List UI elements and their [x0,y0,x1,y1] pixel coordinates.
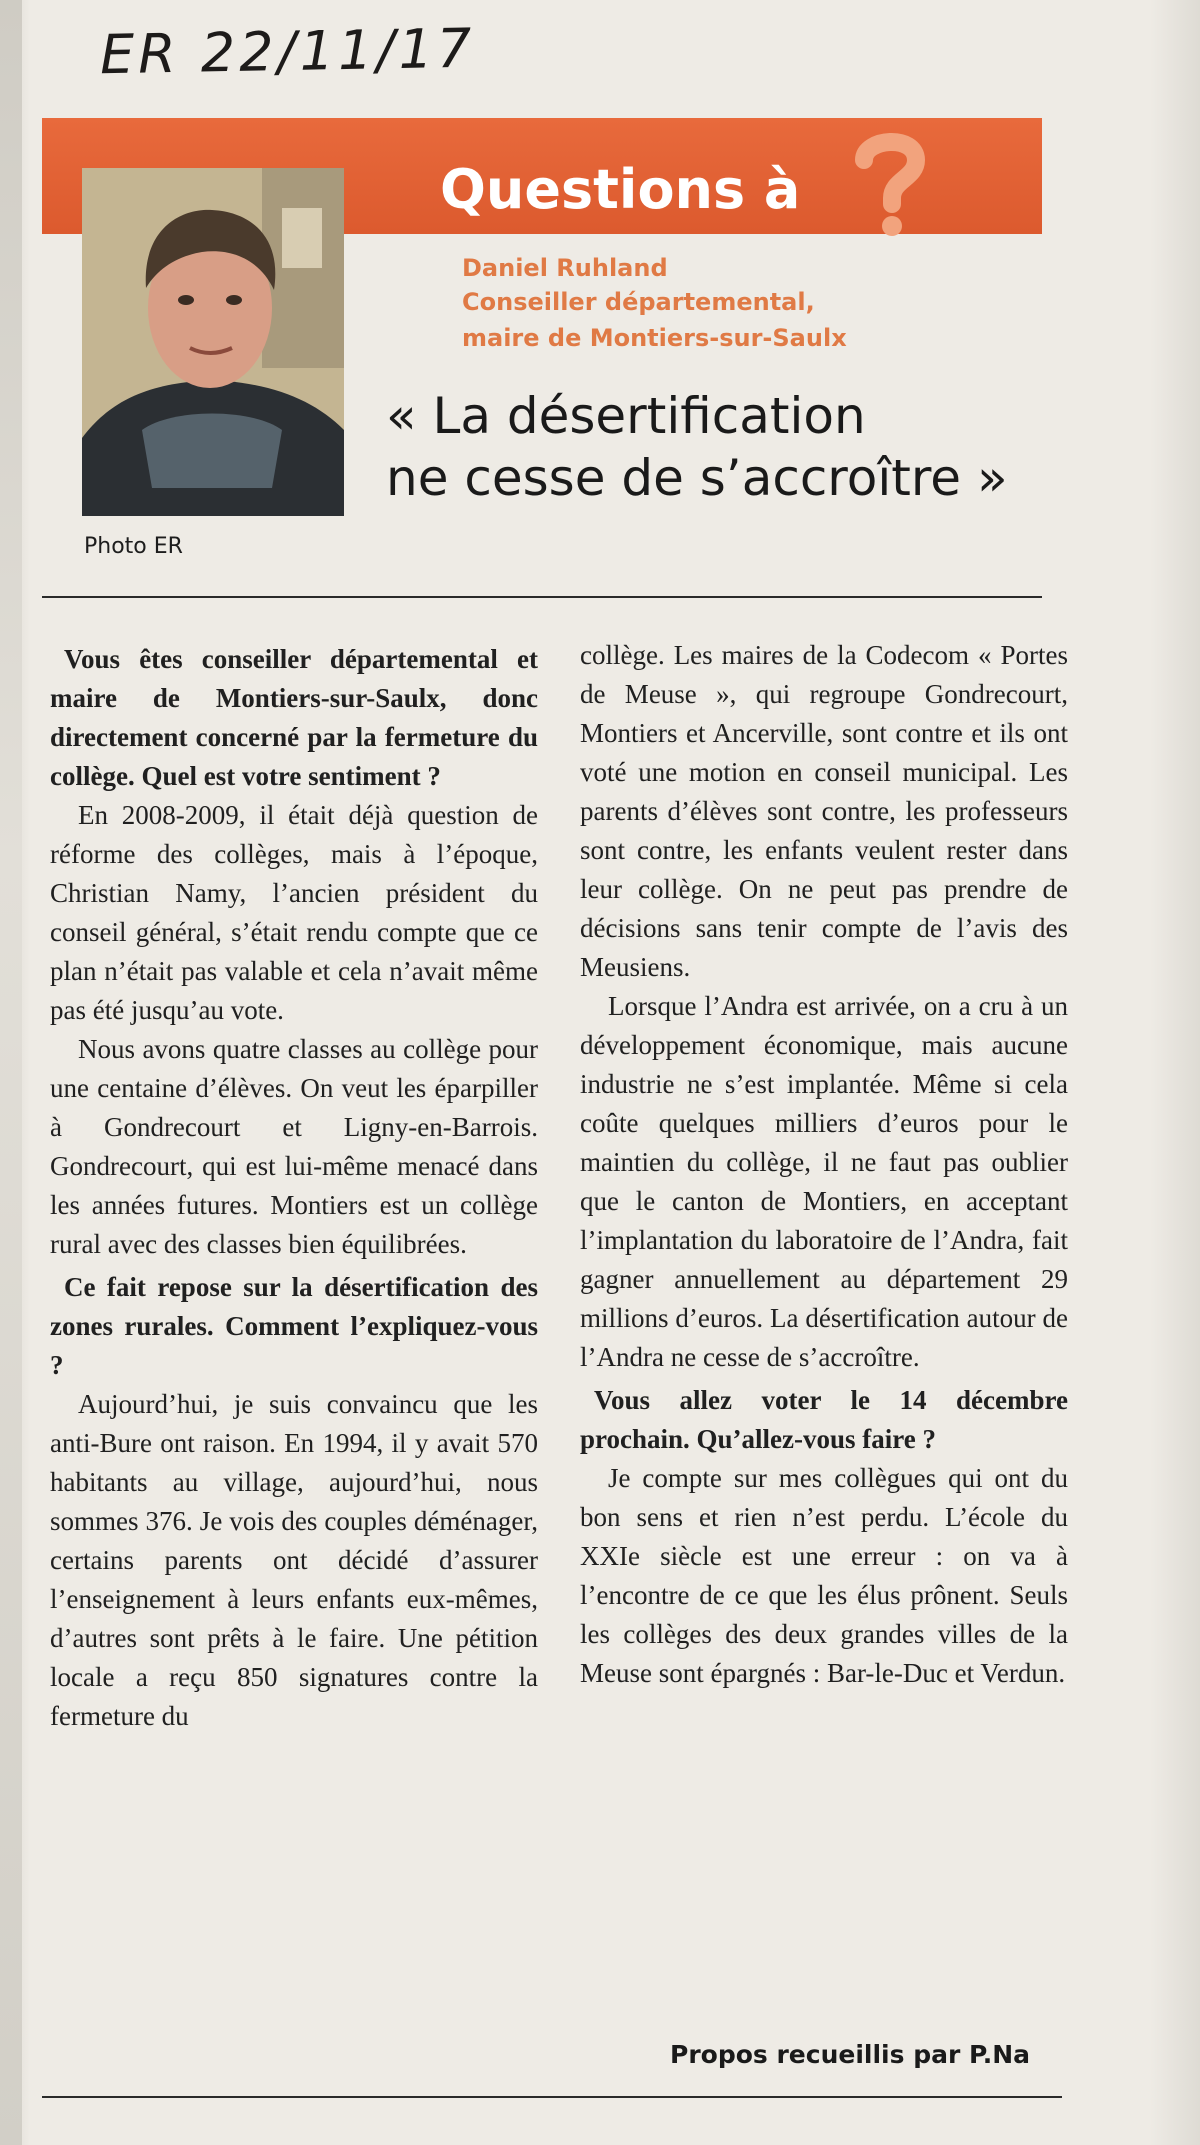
article-column-left [50,636,538,1736]
section-title: Questions à [440,158,801,221]
photo-caption: Photo ER [84,534,183,559]
answer-paragraph: En 2008-2009, il était déjà question de réforme des collèges, mais à l’époque, Christian Namy, l’ancien président du conseil général, s’était rendu compte que ce plan n’était pas valable et cela n’avait même pas été jusqu’au vote. [50,800,538,1025]
interviewee-role-line1: Conseiller départemental, [462,288,815,316]
question-mark-icon [850,128,930,238]
portrait-photo [82,168,344,516]
headline-line1: « La désertification [386,387,866,445]
interviewee-name: Daniel Ruhland [462,254,668,282]
answer-paragraph: Nous avons quatre classes au collège pour une centaine d’élèves. On veut les éparpiller à Gondrecourt et Ligny-en-Barrois. Gondrecourt, qui est lui-même menacé dans les années futures. Montiers est un collège rural avec des classes bien équilibrées. [50,1034,538,1259]
article-column-right [580,636,1068,1693]
headline [386,385,1086,509]
question-1: Vous êtes conseiller départemental et maire de Montiers-sur-Saulx, donc directement concerné par la fermeture du collège. Quel est votre sentiment ? [50,644,538,791]
paper-edge [0,0,22,2145]
answer-paragraph: Lorsque l’Andra est arrivée, on a cru à un développement économique, mais aucune industrie ne s’est implantée. Même si cela coûte quelques milliers d’euros pour le maintien du collège, il ne faut pas oublier que le canton de Montiers, en acceptant l’implantation du laboratoire de l’Andra, fait gagner annuellement au département 29 millions d’euros. La désertification autour de l’Andra ne cesse de s’accroître. [580,991,1068,1372]
divider-bottom [42,2096,1062,2098]
headline-line2: ne cesse de s’accroître » [386,449,1008,507]
interviewee-role-line2: maire de Montiers-sur-Saulx [462,324,847,352]
divider-top [42,596,1042,598]
answer-continuation: collège. Les maires de la Codecom « Portes de Meuse », qui regroupe Gondrecourt, Montiers et Ancerville, sont contre et ils ont voté une motion en conseil municipal. Les parents d’élèves sont contre, les professeurs sont contre, les enfants veulent rester dans leur collège. On ne peut pas prendre de décisions sans tenir compte de l’avis des Meusiens. [580,640,1068,982]
question-3: Vous allez voter le 14 décembre prochain. Qu’allez-vous faire ? [580,1385,1068,1454]
handwritten-date-note: ER 22/11/17 [99,16,476,87]
article-credit: Propos recueillis par P.Na [670,2040,1031,2069]
answer-paragraph: Je compte sur mes collègues qui ont du bon sens et rien n’est perdu. L’école du XXIe siècle est une erreur : on va à l’encontre de ce que les élus prônent. Seuls les collèges des deux grandes villes de la Meuse sont épargnés : Bar-le-Duc et Verdun. [580,1463,1068,1688]
answer-paragraph: Aujourd’hui, je suis convaincu que les anti-Bure ont raison. En 1994, il y avait 570 habitants au village, aujourd’hui, nous sommes 376. Je vois des couples déménager, certains parents ont décidé d’assurer l’enseignement à leurs enfants eux-mêmes, d’autres sont prêts à le faire. Une pétition locale a reçu 850 signatures contre la fermeture du [50,1389,538,1731]
question-2: Ce fait repose sur la désertification des zones rurales. Comment l’expliquez-vous ? [50,1272,538,1380]
